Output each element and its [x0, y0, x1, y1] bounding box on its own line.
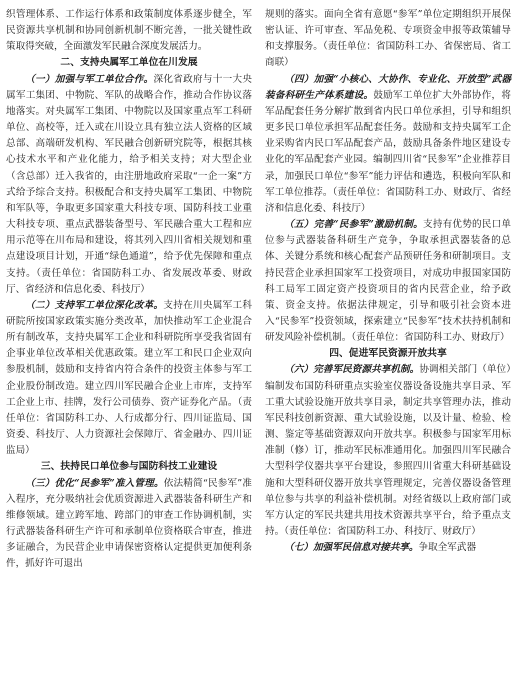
section-heading: 四、促进军民资源开放共享 — [329, 348, 447, 360]
paragraph — [6, 476, 252, 573]
paragraph-text: 规则的落实。面向全省有意愿“参军”单位定期组织开展保密认证、许可审查、军品免税、专项资金申报等政策辅导和支撑服务。（责任单位：省国防科工办、省保密局、省工商联） — [265, 9, 511, 69]
paragraph — [6, 72, 252, 298]
right-column — [265, 7, 511, 556]
subsection-title: （六）完善军民资源共享机制。 — [284, 364, 420, 376]
section-heading: 二、支持央属军工单位在川发展 — [60, 57, 198, 69]
paragraph-text: 支持在川央属军工科研院所按国家政策实施分类改革，加快推动军工企业混合所有制改革，支持央属军工企业和科研院所享受我省固有企事业单位改革相关优惠政策。建立军工和民口企业双向参股机制，鼓励和支持省内符合条件的投资主体参与军工企业股份制改造。建立四川军民融合企业上市库，支持军工企业上市、挂牌，发行公司债券、资产证券化产品。（责任单位：省国防科工办、人行成都分行、四川证监局、国资委、科技厅、人力资源社会保障厅、省金融办、四川证监局） — [6, 299, 253, 457]
subsection-title: （四）加强“小核心、大协作、专业化、开放型”武器装备科研生产体系建设。 — [265, 73, 511, 101]
paragraph-text: 协调相关部门（单位）编制发布国防科研重点实验室仪器设备设施共享目录、军工重大试验设施开放共享目录，制定共享管理办法，推动军民科技创新资源、重大试验设施，以及计量、检验、检测、鉴定等基础资源双向开放共享。积极参与国家军用标准制（修）订，推动军民标准通用化。加强四川军民融合大型科学仪器共享平台建设，参照四川省重大科研基础设施和大型科研仪器开放共享管理规定，完善仪器设备管理单位参与共享的利益补偿机制。对经省级以上政府部门或军方认定的军民共建共用技术资源共享平台，给予重点支持。（责任单位：省国防科工办、科技厅、财政厅） — [265, 364, 511, 537]
paragraph — [265, 362, 511, 540]
paragraph-text: 争取全军武器 — [418, 542, 477, 554]
section-heading: 三、扶持民口单位参与国防科技工业建设 — [40, 461, 218, 473]
paragraph — [265, 7, 511, 72]
paragraph-text: 鼓励军工单位扩大外部协作，将军品配套任务分解扩散到省内民口单位承担，引导和组织更多民口单位承担军品配套任务。鼓励和支持央属军工企业采购省内民口军品配套产品，鼓励具备条件地区建设专业化的军品配套产业园。编制四川省“民参军”企业推荐目录，加强民口单位“参军”能力评估和遴选，积极向军队和军工单位推荐。（责任单位：省国防科工办、财政厅、省经济和信息化委、科技厅） — [265, 89, 512, 214]
subsection-title: （二）支持军工单位深化改革。 — [25, 299, 164, 311]
left-column — [6, 7, 252, 572]
paragraph — [265, 217, 511, 346]
paragraph — [6, 7, 252, 55]
subsection-title: （七）加强军民信息对接共享。 — [284, 542, 419, 554]
subsection-title: （五）完善“民参军”激励机制。 — [284, 219, 424, 231]
paragraph-text: 织管理体系、工作运行体系和政策制度体系逐步健全，军民资源共享机制和协同创新机制不断完善，一批关键性政策取得突破，全面激发军民融合深度发展活力。 — [6, 9, 252, 53]
paragraph — [265, 72, 511, 217]
subsection-title: （三）优化“民参军”准入管理。 — [25, 477, 164, 489]
paragraph-text: 依法精简“民参军”准入程序，充分吸纳社会优质资源进入武器装备科研生产和维修领域。建立跨军地、跨部门的审查工作协调机制，实行武器装备科研生产许可和承制单位资格联合审查，推进多证融合，为民营企业申请保密资格认定提供更加便利条件，抓好许可退出 — [6, 477, 252, 570]
paragraph — [6, 298, 252, 460]
paragraph — [265, 540, 511, 556]
paragraph-text: 深化省政府与十一大央属军工集团、中物院、军队的战略合作，推动合作协议落地落实。对央属军工集团、中物院以及国家重点军工科研单位、高校等，迁入或在川设立具有独立法人资格的区域总部、高端研发机构、军民融合创新研究院等，根据其核心技术水平和产业化能力，给予相关支持；对大型企业（含总部）迁入我省的，由注册地政府采取“一企一案”方式给予综合支持。积极配合和支持央属军工集团、中物院和军队等，争取更多国家重大科技专项、国防科技工业重大科技专项、重点武器装备型号、军民融合重大工程和应用示范等在川布局和建设，将其列入四川省相关规划和重点建设项目计划，开通“绿色通道”，给予优先保障和重点支持。（责任单位：省国防科工办、省发展改革委、财政厅、省经济和信息化委、科技厅） — [6, 73, 253, 295]
paragraph-text: 支持有优势的民口单位参与武器装备科研生产竞争，争取承担武器装备的总体、关键分系统和核心配套产品预研任务和研制项目。支持民营企业承担国家军工投资项目，对成功申报国家国防科工局军工固定资产投资项目的省内民营企业，给予政策、资金支持。依据法律规定，引导和吸引社会资本进入“民参军”投资领域，探索建立“民参军”技术扶持机制和研发风险补偿机制。（责任单位：省国防科工办、财政厅） — [265, 219, 511, 344]
subsection-title: （一）加强与军工单位合作。 — [25, 73, 154, 85]
